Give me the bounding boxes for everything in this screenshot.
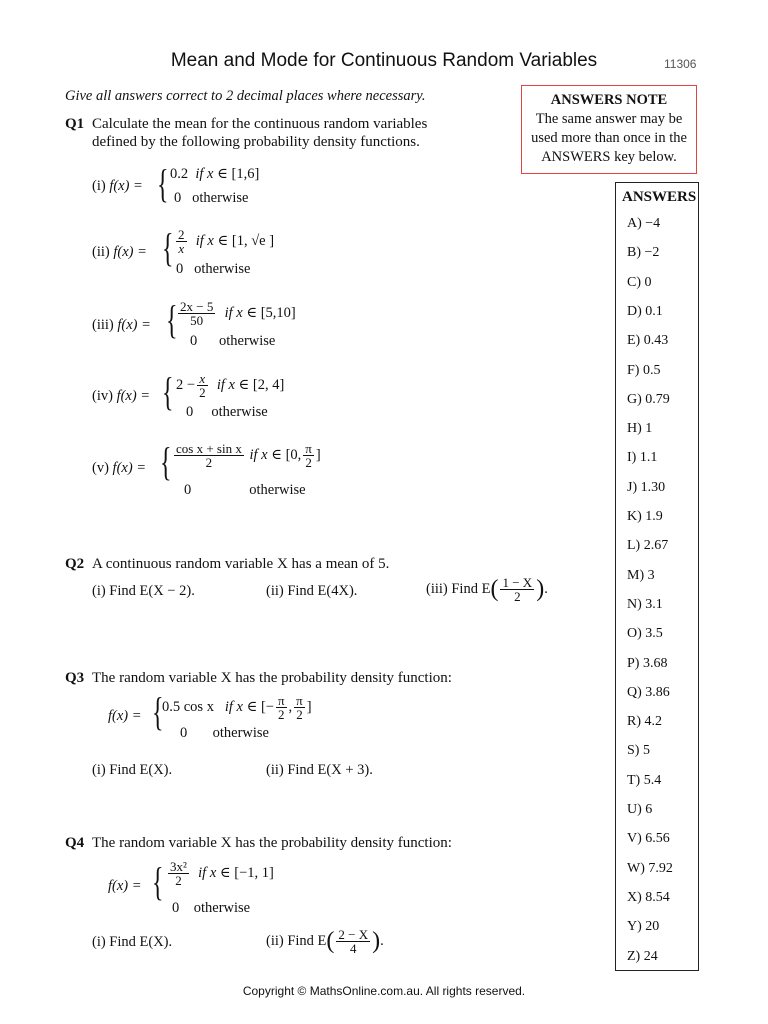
brace-icon: { bbox=[162, 369, 174, 414]
answer-key-item: V) 6.56 bbox=[627, 831, 670, 847]
answer-key-item: L) 2.67 bbox=[627, 538, 669, 554]
answer-key-item: W) 7.92 bbox=[627, 860, 673, 876]
answer-key-item: B) −2 bbox=[627, 245, 660, 261]
answer-key-item: F) 0.5 bbox=[627, 362, 661, 378]
answer-key-item: J) 1.30 bbox=[627, 479, 666, 495]
answer-key-item: E) 0.43 bbox=[627, 333, 669, 349]
answers-note-heading: ANSWERS NOTE bbox=[550, 92, 668, 108]
answer-key-item: K) 1.9 bbox=[627, 509, 663, 524]
answer-key-item: I) 1.1 bbox=[627, 450, 658, 466]
answer-key-item: O) 3.5 bbox=[627, 626, 663, 642]
q4-text: The random variable X has the probability density function: bbox=[92, 835, 452, 851]
answers-note-line: used more than once in the bbox=[531, 130, 687, 146]
q3-text: The random variable X has the probability density function: bbox=[92, 670, 452, 686]
brace-icon: { bbox=[162, 225, 174, 270]
q2-part-ii: (ii) Find E(4X). bbox=[266, 583, 358, 599]
brace-icon: { bbox=[152, 689, 164, 734]
q4-line bbox=[65, 835, 452, 852]
brace-icon: { bbox=[157, 161, 169, 206]
answer-key-item: G) 0.79 bbox=[627, 391, 670, 407]
answer-key-item: S) 5 bbox=[627, 743, 650, 759]
answer-key-item: N) 3.1 bbox=[627, 596, 663, 612]
answer-key-item: C) 0 bbox=[627, 274, 652, 290]
answer-key-item: U) 6 bbox=[627, 802, 653, 817]
answer-key-item: Q) 3.86 bbox=[627, 684, 670, 700]
answer-key-item: M) 3 bbox=[627, 567, 655, 583]
q3-part-ii: (ii) Find E(X + 3). bbox=[266, 762, 373, 778]
question-number: Q1 bbox=[65, 116, 85, 132]
brace-icon: { bbox=[166, 297, 178, 342]
part-label: (iv) f(x) = bbox=[92, 388, 151, 404]
answers-note-line: ANSWERS key below. bbox=[541, 149, 677, 165]
brace-icon: { bbox=[152, 859, 164, 904]
copyright: Copyright © MathsOnline.com.au. All rights reserved. bbox=[242, 984, 526, 998]
part-label: (iii) f(x) = bbox=[92, 317, 151, 333]
q3-part-i: (i) Find E(X). bbox=[92, 762, 173, 778]
question-number: Q2 bbox=[65, 556, 85, 572]
q1-text: Calculate the mean for the continuous random variables bbox=[92, 116, 428, 132]
answer-key-item: Z) 24 bbox=[627, 948, 658, 964]
answers-key-heading: ANSWERS bbox=[622, 189, 697, 205]
q4-part-ii: (ii) Find E( $\frac{2 - X}{4}$ ). bbox=[266, 927, 384, 956]
answers-key-box bbox=[615, 182, 699, 971]
brace-icon: { bbox=[160, 439, 172, 484]
answer-key-item: P) 3.68 bbox=[627, 655, 668, 671]
question-number: Q4 bbox=[65, 835, 85, 851]
q2-line bbox=[65, 556, 389, 573]
q3-line bbox=[65, 670, 452, 687]
answer-key-item: Y) 20 bbox=[627, 919, 660, 935]
answers-note-box bbox=[521, 85, 697, 174]
q2-part-iii: (iii) Find E( $\frac{1 - X}{2}$ ). bbox=[426, 575, 548, 604]
part-label: (i) f(x) = bbox=[92, 178, 143, 194]
q2-text: A continuous random variable X has a mean of 5. bbox=[92, 556, 390, 572]
answer-key-item: X) 8.54 bbox=[627, 889, 670, 905]
instruction: Give all answers correct to 2 decimal places where necessary. bbox=[65, 88, 426, 104]
answer-key-item: A) −4 bbox=[627, 216, 661, 231]
worksheet-code: 11306 bbox=[664, 57, 697, 71]
answer-key-item: T) 5.4 bbox=[627, 772, 662, 788]
part-label: (ii) f(x) = bbox=[92, 244, 147, 260]
page-title: Mean and Mode for Continuous Random Variables bbox=[170, 50, 598, 71]
part-label: (v) f(x) = bbox=[92, 460, 147, 476]
q4-part-i: (i) Find E(X). bbox=[92, 934, 173, 950]
answers-note-line: The same answer may be bbox=[535, 111, 683, 127]
answer-key-item: H) 1 bbox=[627, 421, 653, 437]
q2-part-i: (i) Find E(X − 2). bbox=[92, 583, 195, 599]
question-number: Q3 bbox=[65, 670, 85, 686]
answer-key-item: R) 4.2 bbox=[627, 714, 662, 730]
q1-text-line2: defined by the following probability density functions. bbox=[92, 134, 420, 150]
answer-key-item: D) 0.1 bbox=[627, 303, 663, 319]
q1-line1 bbox=[65, 116, 427, 133]
